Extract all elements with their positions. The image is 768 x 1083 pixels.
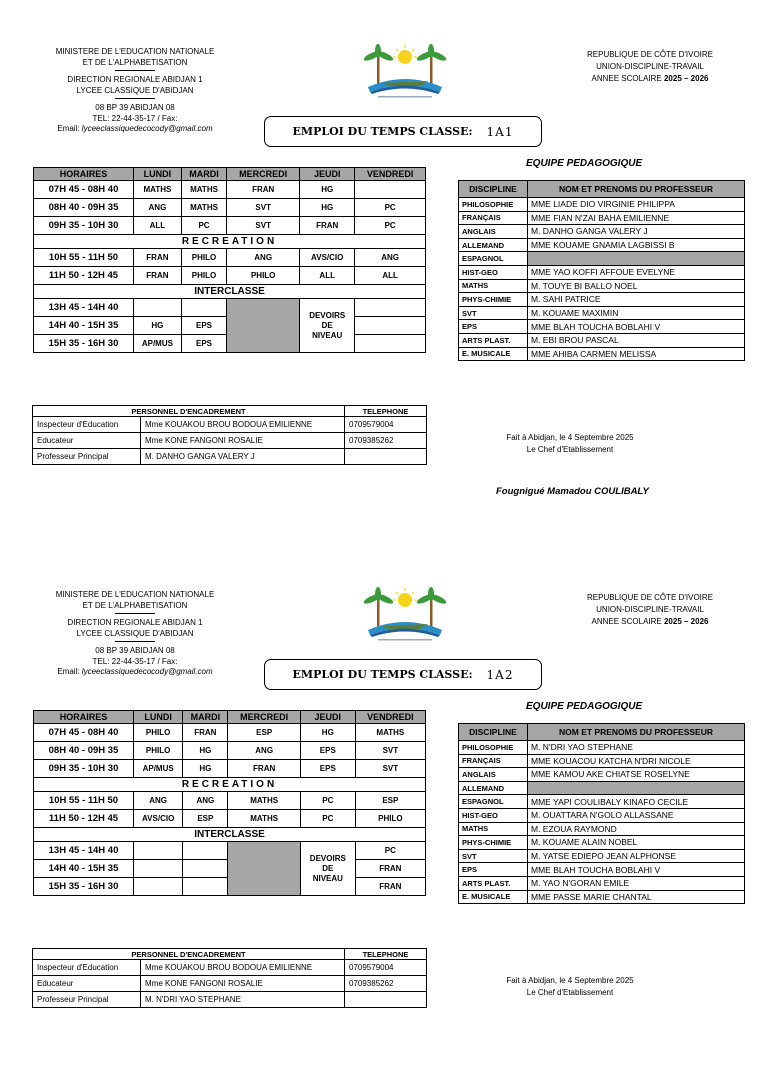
school-phone: TEL: 22-44-35-17 / Fax: — [92, 113, 178, 123]
timetable-section-2 — [0, 543, 768, 1083]
col-telephone: TELEPHONE — [345, 406, 427, 417]
time-slot: 09H 35 - 10H 30 — [34, 217, 134, 235]
team-row — [459, 768, 745, 782]
col-day: JEUDI — [300, 168, 355, 181]
national-motto: UNION-DISCIPLINE-TRAVAIL — [596, 62, 704, 71]
subject-cell: AP/MUS — [134, 760, 183, 778]
subject-cell: PC — [300, 810, 355, 828]
subject-cell: SVT — [355, 760, 425, 778]
signature-block — [480, 975, 660, 999]
col-professor: NOM ET PRENOMS DU PROFESSEUR — [528, 181, 745, 198]
subject-cell: PHILO — [181, 267, 226, 285]
devoirs-word: DE — [322, 863, 334, 873]
subject-cell — [355, 317, 426, 335]
subject-cell: MATHS — [228, 810, 301, 828]
col-personnel: PERSONNEL D'ENCADREMENT — [33, 949, 345, 960]
email-address: lyceeclassiquedecocody@gmail.com — [81, 667, 213, 676]
professor-cell: M. TOUYE BI BALLO NOEL — [528, 279, 745, 293]
team-row — [459, 890, 745, 904]
school-year-value: 2025 – 2026 — [663, 74, 709, 83]
school-year-label: ANNEE SCOLAIRE — [591, 74, 664, 83]
title-label: EMPLOI DU TEMPS CLASSE: — [292, 125, 473, 138]
blocked-cell — [227, 299, 300, 353]
timetable-title — [264, 659, 542, 690]
subject-cell: PHILO — [355, 810, 425, 828]
subject-cell: HG — [134, 317, 182, 335]
subject-cell — [183, 860, 228, 878]
staff-phone — [345, 449, 427, 465]
interclasse-band-row — [34, 828, 426, 842]
professor-cell — [528, 252, 745, 266]
subject-cell: ANG — [183, 792, 228, 810]
team-row — [459, 795, 745, 809]
school-year-value: 2025 – 2026 — [663, 617, 709, 626]
discipline-cell: HIST-GEO — [459, 265, 528, 279]
subject-cell: PC — [355, 842, 425, 860]
recreation-band: RECREATION — [34, 778, 426, 792]
divider — [115, 70, 155, 71]
interclasse-band: INTERCLASSE — [34, 828, 426, 842]
subject-cell — [181, 299, 226, 317]
timetable-row — [34, 842, 426, 860]
professor-cell: MME AHIBA CARMEN MELISSA — [528, 347, 745, 361]
staff-phone: 0709385262 — [345, 433, 427, 449]
professor-cell: MME KOUACOU KATCHA N'DRI NICOLE — [528, 754, 745, 768]
principal-title: Le Chef d'Etablissement — [526, 988, 614, 997]
professor-cell: MME KOUAME GNAMIA LAGBISSI B — [528, 238, 745, 252]
subject-cell: ALL — [134, 217, 182, 235]
subject-cell: EPS — [300, 760, 355, 778]
subject-cell: ANG — [134, 199, 182, 217]
team-row — [459, 808, 745, 822]
ministry-name: MINISTERE DE L'EDUCATION NATIONALE — [55, 590, 215, 599]
subject-cell: PC — [181, 217, 226, 235]
col-day: VENDREDI — [355, 168, 426, 181]
staff-role: Inspecteur d'Education — [33, 417, 141, 433]
discipline-cell: MATHS — [459, 822, 528, 836]
subject-cell: PC — [300, 792, 355, 810]
subject-cell: HG — [183, 760, 228, 778]
ministry-header — [40, 590, 230, 678]
subject-cell: EPS — [300, 742, 355, 760]
divider — [115, 613, 155, 614]
devoirs-word: DE — [321, 320, 333, 330]
team-row — [459, 863, 745, 877]
title-label: EMPLOI DU TEMPS CLASSE: — [292, 668, 473, 681]
col-day: MARDI — [181, 168, 226, 181]
timetable-section-1 — [0, 0, 768, 540]
subject-cell: ANG — [355, 249, 426, 267]
staff-header-row — [33, 406, 427, 417]
staff-row — [33, 449, 427, 465]
email-label: Email: — [57, 667, 82, 676]
timetable-header-row — [34, 168, 426, 181]
staff-role: Educateur — [33, 433, 141, 449]
subject-cell: SVT — [355, 742, 425, 760]
staff-role: Professeur Principal — [33, 992, 141, 1008]
subject-cell — [134, 842, 183, 860]
team-row — [459, 265, 745, 279]
subject-cell: SVT — [227, 217, 300, 235]
team-row — [459, 320, 745, 334]
teaching-team-table — [458, 180, 745, 361]
timetable — [33, 710, 426, 896]
subject-cell: FRAN — [355, 860, 425, 878]
subject-cell — [183, 878, 228, 896]
discipline-cell: SVT — [459, 849, 528, 863]
timetable-row — [34, 249, 426, 267]
blocked-cell — [228, 842, 301, 896]
subject-cell: FRAN — [134, 249, 182, 267]
discipline-cell: PHYS-CHIMIE — [459, 836, 528, 850]
republic-header — [560, 592, 740, 628]
timetable-row — [34, 217, 426, 235]
place-date: Fait à Abidjan, le 4 Septembre 2025 — [506, 976, 634, 985]
team-row — [459, 225, 745, 239]
staff-row — [33, 976, 427, 992]
timetable-row — [34, 760, 426, 778]
divider — [115, 98, 155, 99]
school-name: LYCEE CLASSIQUE D'ABIDJAN — [76, 85, 194, 95]
staff-row — [33, 992, 427, 1008]
subject-cell: FRAN — [355, 878, 425, 896]
time-slot: 13H 45 - 14H 40 — [34, 299, 134, 317]
discipline-cell: PHILOSOPHIE — [459, 741, 528, 755]
discipline-cell: FRANÇAIS — [459, 211, 528, 225]
time-slot: 08H 40 - 09H 35 — [34, 199, 134, 217]
republic-name: REPUBLIQUE DE CÔTE D'IVOIRE — [587, 593, 713, 602]
principal-signature: Fougnigué Mamadou COULIBALY — [496, 486, 649, 497]
professor-cell: M. YAO N'GORAN EMILE — [528, 876, 745, 890]
subject-cell: FRAN — [300, 217, 355, 235]
time-slot: 08H 40 - 09H 35 — [34, 742, 134, 760]
ministry-name: MINISTERE DE L'EDUCATION NATIONALE — [55, 47, 215, 56]
subject-cell: PHILO — [134, 724, 183, 742]
school-logo — [360, 586, 450, 644]
subject-cell: HG — [300, 724, 355, 742]
subject-cell: PHILO — [227, 267, 300, 285]
discipline-cell: EPS — [459, 320, 528, 334]
subject-cell: ESP — [183, 810, 228, 828]
timetable-title — [264, 116, 542, 147]
professor-cell: MME KAMOU AKE CHIATSE ROSELYNE — [528, 768, 745, 782]
subject-cell: HG — [300, 181, 355, 199]
staff-row — [33, 960, 427, 976]
school-name: LYCEE CLASSIQUE D'ABIDJAN — [76, 628, 194, 638]
subject-cell: MATHS — [181, 199, 226, 217]
subject-cell: PC — [355, 199, 426, 217]
email-address: lyceeclassiquedecocody@gmail.com — [81, 124, 213, 133]
subject-cell: MATHS — [134, 181, 182, 199]
timetable-row — [34, 181, 426, 199]
professor-cell: M. N'DRI YAO STEPHANE — [528, 741, 745, 755]
timetable — [33, 167, 426, 353]
staff-name: Mme KONE FANGONI ROSALIE — [141, 433, 345, 449]
staff-phone: 0709385262 — [345, 976, 427, 992]
discipline-cell: ALLEMAND — [459, 238, 528, 252]
subject-cell: FRAN — [228, 760, 301, 778]
subject-cell: FRAN — [183, 724, 228, 742]
staff-name: M. DANHO GANGA VALERY J — [141, 449, 345, 465]
subject-cell: ANG — [134, 792, 183, 810]
professor-cell — [528, 781, 745, 795]
divider — [115, 641, 155, 642]
staff-table — [32, 405, 427, 465]
time-slot: 13H 45 - 14H 40 — [34, 842, 134, 860]
time-slot: 07H 45 - 08H 40 — [34, 724, 134, 742]
staff-row — [33, 433, 427, 449]
professor-cell: MME BLAH TOUCHA BOBLAHI V — [528, 320, 745, 334]
time-slot: 10H 55 - 11H 50 — [34, 249, 134, 267]
staff-header-row — [33, 949, 427, 960]
timetable-row — [34, 267, 426, 285]
staff-name: M. N'DRI YAO STEPHANE — [141, 992, 345, 1008]
discipline-cell: ESPAGNOL — [459, 795, 528, 809]
interclasse-band: INTERCLASSE — [34, 285, 426, 299]
team-row — [459, 876, 745, 890]
time-slot: 15H 35 - 16H 30 — [34, 878, 134, 896]
time-slot: 09H 35 - 10H 30 — [34, 760, 134, 778]
ministry-name-2: ET DE L'ALPHABETISATION — [82, 57, 188, 67]
time-slot: 10H 55 - 11H 50 — [34, 792, 134, 810]
subject-cell: FRAN — [134, 267, 182, 285]
school-address: 08 BP 39 ABIDJAN 08 — [95, 103, 175, 112]
devoirs-word: NIVEAU — [312, 330, 343, 340]
team-row — [459, 822, 745, 836]
class-name: 1A1 — [486, 124, 514, 139]
team-title: EQUIPE PEDAGOGIQUE — [526, 158, 643, 169]
team-row — [459, 238, 745, 252]
subject-cell — [134, 878, 183, 896]
signature-block — [480, 432, 660, 456]
staff-name: Mme KOUAKOU BROU BODOUA EMILIENNE — [141, 417, 345, 433]
ministry-name-2: ET DE L'ALPHABETISATION — [82, 600, 188, 610]
teaching-team-table — [458, 723, 745, 904]
subject-cell: FRAN — [227, 181, 300, 199]
republic-name: REPUBLIQUE DE CÔTE D'IVOIRE — [587, 50, 713, 59]
professor-cell: MME PASSE MARIE CHANTAL — [528, 890, 745, 904]
school-email — [40, 124, 230, 135]
col-horaires: HORAIRES — [34, 168, 134, 181]
col-horaires: HORAIRES — [34, 711, 134, 724]
subject-cell: AVS/CIO — [300, 249, 355, 267]
subject-cell — [355, 335, 426, 353]
staff-phone: 0709579004 — [345, 960, 427, 976]
time-slot: 14H 40 - 15H 35 — [34, 860, 134, 878]
staff-phone: 0709579004 — [345, 417, 427, 433]
professor-cell: M. EZOUA RAYMOND — [528, 822, 745, 836]
timetable-row — [34, 724, 426, 742]
professor-cell: M. DANHO GANGA VALERY J — [528, 225, 745, 239]
time-slot: 07H 45 - 08H 40 — [34, 181, 134, 199]
team-row — [459, 279, 745, 293]
col-day: MARDI — [183, 711, 228, 724]
staff-role: Professeur Principal — [33, 449, 141, 465]
discipline-cell: HIST-GEO — [459, 808, 528, 822]
subject-cell: HG — [300, 199, 355, 217]
national-motto: UNION-DISCIPLINE-TRAVAIL — [596, 605, 704, 614]
professor-cell: MME BLAH TOUCHA BOBLAHI V — [528, 863, 745, 877]
time-slot: 14H 40 - 15H 35 — [34, 317, 134, 335]
subject-cell: PC — [355, 217, 426, 235]
school-year — [560, 73, 740, 85]
col-day: LUNDI — [134, 711, 183, 724]
direction-name: DIRECTION REGIONALE ABIDJAN 1 — [67, 75, 203, 84]
time-slot: 11H 50 - 12H 45 — [34, 810, 134, 828]
discipline-cell: ESPAGNOL — [459, 252, 528, 266]
place-date: Fait à Abidjan, le 4 Septembre 2025 — [506, 433, 634, 442]
col-day: LUNDI — [134, 168, 182, 181]
recreation-band-row — [34, 778, 426, 792]
subject-cell: MATHS — [228, 792, 301, 810]
team-row — [459, 836, 745, 850]
subject-cell: EPS — [181, 317, 226, 335]
professor-cell: M. KOUAME ALAIN NOBEL — [528, 836, 745, 850]
subject-cell — [134, 299, 182, 317]
school-address: 08 BP 39 ABIDJAN 08 — [95, 646, 175, 655]
timetable-header-row — [34, 711, 426, 724]
professor-cell: MME YAO KOFFI AFFOUE EVELYNE — [528, 265, 745, 279]
team-row — [459, 211, 745, 225]
col-day: MERCREDI — [228, 711, 301, 724]
subject-cell — [355, 181, 426, 199]
col-telephone: TELEPHONE — [345, 949, 427, 960]
subject-cell: SVT — [227, 199, 300, 217]
team-header-row — [459, 181, 745, 198]
subject-cell: MATHS — [355, 724, 425, 742]
team-row — [459, 781, 745, 795]
subject-cell: ALL — [355, 267, 426, 285]
school-email — [40, 667, 230, 678]
col-discipline: DISCIPLINE — [459, 181, 528, 198]
email-label: Email: — [57, 124, 82, 133]
discipline-cell: ALLEMAND — [459, 781, 528, 795]
team-row — [459, 741, 745, 755]
recreation-band: RECREATION — [34, 235, 426, 249]
team-row — [459, 198, 745, 212]
professor-cell: M. SAHI PATRICE — [528, 293, 745, 307]
subject-cell: HG — [183, 742, 228, 760]
staff-table — [32, 948, 427, 1008]
school-year-label: ANNEE SCOLAIRE — [591, 617, 664, 626]
discipline-cell: ANGLAIS — [459, 225, 528, 239]
timetable-row — [34, 810, 426, 828]
interclasse-band-row — [34, 285, 426, 299]
discipline-cell: MATHS — [459, 279, 528, 293]
devoirs-word: NIVEAU — [312, 873, 343, 883]
discipline-cell: EPS — [459, 863, 528, 877]
discipline-cell: PHILOSOPHIE — [459, 198, 528, 212]
school-logo — [360, 43, 450, 101]
professor-cell: M. OUATTARA N'GOLO ALLASSANE — [528, 808, 745, 822]
timetable-row — [34, 199, 426, 217]
staff-row — [33, 417, 427, 433]
team-row — [459, 252, 745, 266]
team-title: EQUIPE PEDAGOGIQUE — [526, 701, 643, 712]
timetable-row — [34, 299, 426, 317]
team-row — [459, 333, 745, 347]
team-row — [459, 347, 745, 361]
subject-cell: ALL — [300, 267, 355, 285]
discipline-cell: ANGLAIS — [459, 768, 528, 782]
recreation-band-row — [34, 235, 426, 249]
subject-cell — [134, 860, 183, 878]
discipline-cell: E. MUSICALE — [459, 890, 528, 904]
discipline-cell: SVT — [459, 306, 528, 320]
staff-role: Inspecteur d'Education — [33, 960, 141, 976]
devoirs-de-niveau — [300, 299, 355, 353]
principal-title: Le Chef d'Etablissement — [526, 445, 614, 454]
subject-cell — [183, 842, 228, 860]
school-phone: TEL: 22-44-35-17 / Fax: — [92, 656, 178, 666]
subject-cell — [355, 299, 426, 317]
time-slot: 11H 50 - 12H 45 — [34, 267, 134, 285]
team-row — [459, 306, 745, 320]
direction-name: DIRECTION REGIONALE ABIDJAN 1 — [67, 618, 203, 627]
team-row — [459, 849, 745, 863]
col-professor: NOM ET PRENOMS DU PROFESSEUR — [528, 724, 745, 741]
discipline-cell: FRANÇAIS — [459, 754, 528, 768]
discipline-cell: E. MUSICALE — [459, 347, 528, 361]
subject-cell: PHILO — [134, 742, 183, 760]
timetable-row — [34, 742, 426, 760]
staff-phone — [345, 992, 427, 1008]
subject-cell: ANG — [228, 742, 301, 760]
discipline-cell: PHYS-CHIMIE — [459, 293, 528, 307]
col-day: MERCREDI — [227, 168, 300, 181]
staff-name: Mme KONE FANGONI ROSALIE — [141, 976, 345, 992]
subject-cell: ESP — [228, 724, 301, 742]
discipline-cell: ARTS PLAST. — [459, 333, 528, 347]
subject-cell: AVS/CIO — [134, 810, 183, 828]
subject-cell: AP/MUS — [134, 335, 182, 353]
staff-role: Educateur — [33, 976, 141, 992]
professor-cell: M. KOUAME MAXIMIN — [528, 306, 745, 320]
subject-cell: ESP — [355, 792, 425, 810]
class-name: 1A2 — [486, 667, 514, 682]
discipline-cell: ARTS PLAST. — [459, 876, 528, 890]
time-slot: 15H 35 - 16H 30 — [34, 335, 134, 353]
professor-cell: MME LIADE DIO VIRGINIE PHILIPPA — [528, 198, 745, 212]
timetable-row — [34, 792, 426, 810]
team-row — [459, 293, 745, 307]
school-year — [560, 616, 740, 628]
subject-cell: ANG — [227, 249, 300, 267]
col-personnel: PERSONNEL D'ENCADREMENT — [33, 406, 345, 417]
col-discipline: DISCIPLINE — [459, 724, 528, 741]
professor-cell: MME FIAN N'ZAI BAHA EMILIENNE — [528, 211, 745, 225]
ministry-header — [40, 47, 230, 135]
devoirs-de-niveau — [300, 842, 355, 896]
devoirs-word: DEVOIRS — [309, 310, 346, 320]
professor-cell: M. EBI BROU PASCAL — [528, 333, 745, 347]
professor-cell: M. YATSE EDIEPO JEAN ALPHONSE — [528, 849, 745, 863]
professor-cell: MME YAPI COULIBALY KINAFO CECILE — [528, 795, 745, 809]
team-header-row — [459, 724, 745, 741]
subject-cell: PHILO — [181, 249, 226, 267]
staff-name: Mme KOUAKOU BROU BODOUA EMILIENNE — [141, 960, 345, 976]
devoirs-word: DEVOIRS — [309, 853, 346, 863]
subject-cell: MATHS — [181, 181, 226, 199]
republic-header — [560, 49, 740, 85]
col-day: VENDREDI — [355, 711, 425, 724]
team-row — [459, 754, 745, 768]
col-day: JEUDI — [300, 711, 355, 724]
subject-cell: EPS — [181, 335, 226, 353]
